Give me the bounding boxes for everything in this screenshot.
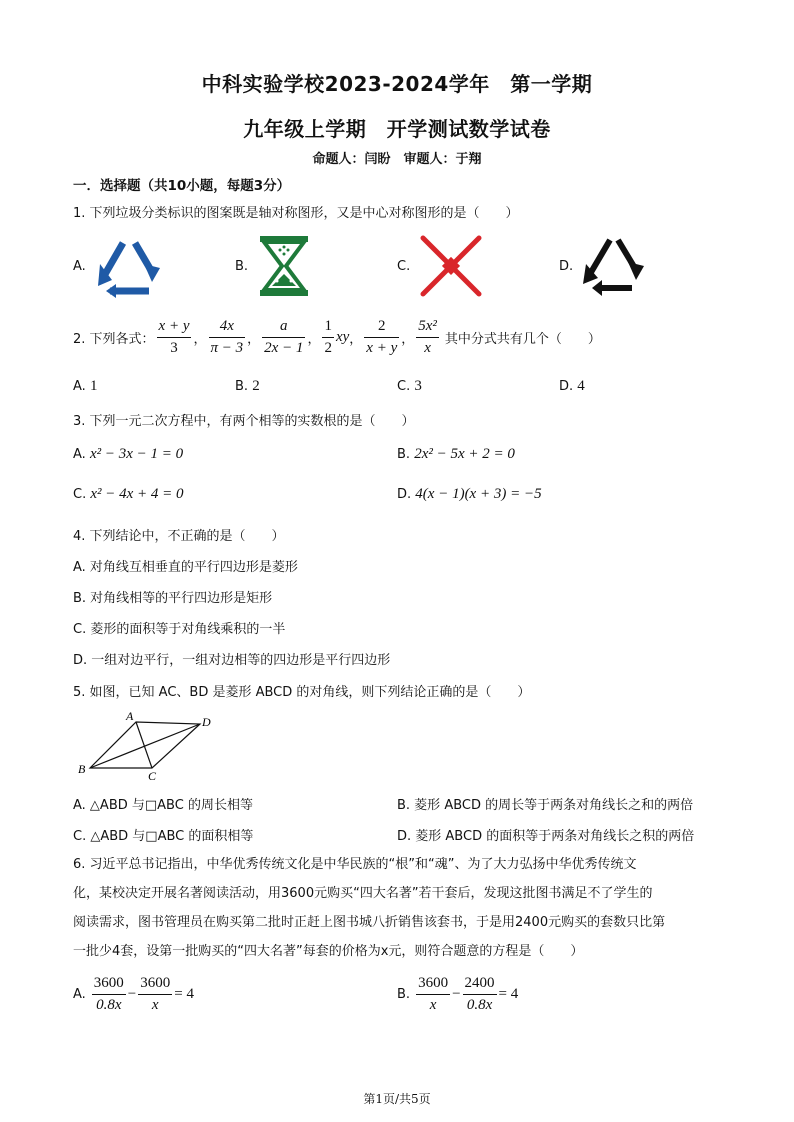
recycle-triangle-black-icon xyxy=(580,234,648,296)
q6-line-4: 一批少4套，设第一批购买的“四大名著”每套的价格为x元，则符合题意的方程是（ ） xyxy=(73,944,584,959)
q6-line-2: 化，某校决定开展名著阅读活动，用3600元购买“四大名著”若干套后，发现这批图书满足不了学生的 xyxy=(73,886,653,901)
q2-fraction-4: $\frac{1}{2}$ xyxy=(324,318,332,356)
question-5-stem: 5. 如图，已知 AC、BD 是菱形 ABCD 的对角线，则下列结论正确的是（ ） xyxy=(73,685,531,700)
q2-suffix: 其中分式共有几个（ ） xyxy=(444,332,601,347)
q5-option-c: C. △ABD 与□ABC 的面积相等 xyxy=(73,829,254,844)
q2-fraction-6: $\frac{\text{5x²}}{x}$ xyxy=(418,318,437,356)
exam-title: 中科实验学校2023-2024学年 第一学期 xyxy=(201,72,593,96)
q6-line-1: 6. 习近平总书记指出，中华优秀传统文化是中华民族的“根”和“魂”、为了大力弘扬中华优秀传统文 xyxy=(73,857,637,872)
vertex-c-label: C xyxy=(148,769,157,782)
q1-option-c-label: C. xyxy=(397,259,411,274)
crossed-arrows-icon xyxy=(418,234,484,298)
question-2-stem: 2. 下列各式： $\frac{x + y}{3}$ ， $\frac{4x}{\pi - 3}$ ， $\frac{a}{2x - 1}$ ， $\frac{1}{2}$ xy ， $\frac{2}{x + y}$ ， $\frac{\text{5x²}}{x}$ 其中分式共有几个（ ） xyxy=(73,318,601,356)
q2-option-c: C. 3 xyxy=(397,378,422,394)
q2-option-a: A. 1 xyxy=(73,378,98,394)
question-1-stem: 1. 下列垃圾分类标识的图案既是轴对称图形，又是中心对称图形的是（ ） xyxy=(73,206,519,221)
question-6-stem xyxy=(73,850,723,966)
q1-option-b-label: B. xyxy=(235,259,249,274)
q1-option-a-label: A. xyxy=(73,259,86,274)
q3-option-b: B. 2x² − 5x + 2 = 0 xyxy=(397,446,515,462)
q6-option-a: A. $\frac{3600}{0.8x}$ − $\frac{3600}{x}$ = 4 xyxy=(73,975,194,1013)
vertex-b-label: B xyxy=(78,762,86,776)
q2-fraction-5: $\frac{2}{x + y}$ xyxy=(366,318,398,356)
rhombus-diagram xyxy=(74,710,224,782)
question-3-stem: 3. 下列一元二次方程中，有两个相等的实数根的是（ ） xyxy=(73,414,415,429)
vertex-d-label: D xyxy=(202,715,211,729)
q2-fraction-3: $\frac{a}{2x - 1}$ xyxy=(264,318,304,356)
q5-option-a: A. △ABD 与□ABC 的周长相等 xyxy=(73,798,253,813)
q2-option-b: B. 2 xyxy=(235,378,260,394)
q4-option-b: B. 对角线相等的平行四边形是矩形 xyxy=(73,591,273,606)
page-number: 第1页/共5页 xyxy=(363,1092,431,1106)
question-4-stem: 4. 下列结论中，不正确的是（ ） xyxy=(73,529,285,544)
q4-option-d: D. 一组对边平行，一组对边相等的四边形是平行四边形 xyxy=(73,653,391,668)
q3-option-d: D. 4(x − 1)(x + 3) = −5 xyxy=(397,486,542,502)
hourglass-icon xyxy=(258,234,310,298)
q5-option-b: B. 菱形 ABCD 的周长等于两条对角线长之和的两倍 xyxy=(397,798,694,813)
q2-fraction-4-tail: xy xyxy=(335,329,350,345)
vertex-a-label: A xyxy=(126,710,134,723)
q2-option-d: D. 4 xyxy=(559,378,585,394)
q2-prefix: 2. 下列各式： xyxy=(73,332,155,347)
q1-option-d-label: D. xyxy=(559,259,574,274)
exam-subtitle: 九年级上学期 开学测试数学试卷 xyxy=(243,117,551,141)
q3-option-a: A. x² − 3x − 1 = 0 xyxy=(73,446,184,462)
q5-option-d: D. 菱形 ABCD 的面积等于两条对角线长之积的两倍 xyxy=(397,829,695,844)
q4-option-c: C. 菱形的面积等于对角线乘积的一半 xyxy=(73,622,286,637)
q6-option-b: B. $\frac{3600}{x}$ − $\frac{2400}{0.8x}$ = 4 xyxy=(397,975,519,1013)
q2-fraction-1: $\frac{x + y}{3}$ xyxy=(158,318,190,356)
recycle-triangle-icon xyxy=(94,234,164,298)
q4-option-a: A. 对角线互相垂直的平行四边形是菱形 xyxy=(73,560,298,575)
q2-fraction-2: $\frac{4x}{\pi - 3}$ xyxy=(210,318,244,356)
authors-line: 命题人：闫盼 审题人：于翔 xyxy=(312,152,482,167)
q6-line-3: 阅读需求，图书管理员在购买第二批时正赶上图书城八折销售该套书，于是用2400元购买的套数只比第 xyxy=(73,915,666,930)
section-heading: 一．选择题（共10小题，每题3分） xyxy=(73,178,291,194)
q3-option-c: C. x² − 4x + 4 = 0 xyxy=(73,486,184,502)
